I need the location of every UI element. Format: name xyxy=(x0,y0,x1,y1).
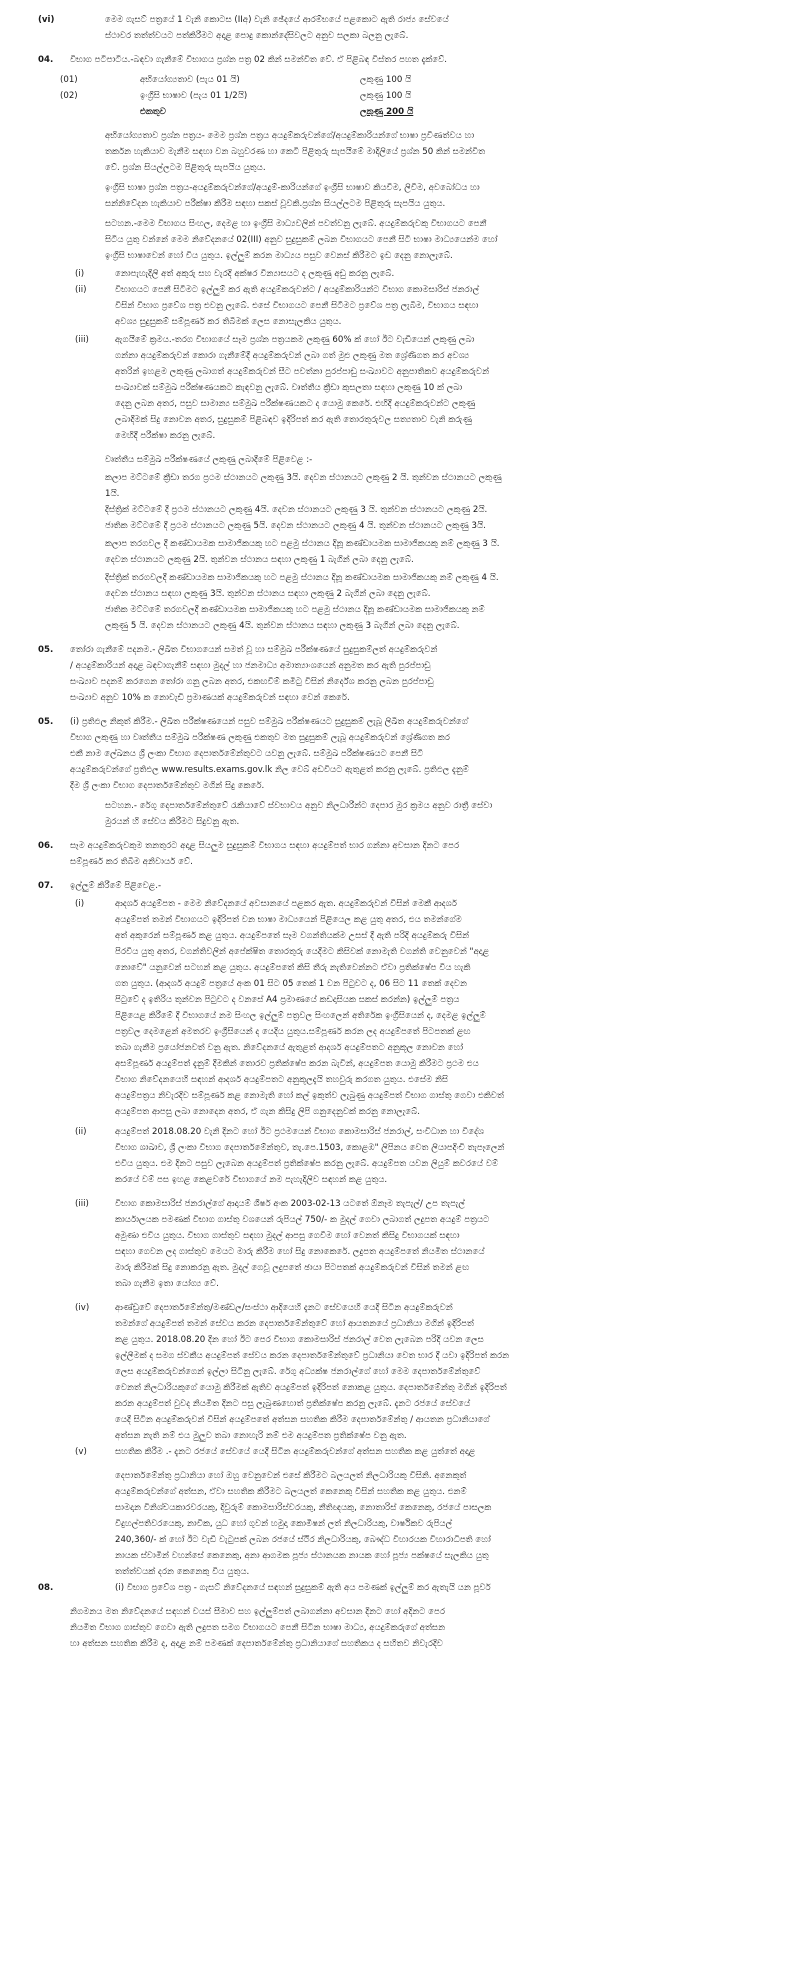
paragraph-text: 1යි. xyxy=(105,489,120,499)
text-line xyxy=(0,52,788,68)
paragraph-text: යෙදී සිටින අයදුම්කරුවන් විසින් අයදුම්පතේ අත්සන සහතික කිරීම දෙපාර්තමේන්තු / ආයතන ප්‍රධානියාගේ xyxy=(115,1415,490,1425)
text-line xyxy=(0,586,788,602)
paragraph-text: තත්ත්වයක් දරන කෙනෙකු විය යුතුය. xyxy=(115,1567,250,1577)
paragraph-text: මුරයන් හි සේවය කිරීමට සිදුවනු ඇත. xyxy=(105,817,240,827)
paragraph-text: දීම ශ්‍රී ලංකා විභාග දෙපාර්තමේන්තුව මගින් සිදු කෙරේ. xyxy=(70,781,265,791)
paragraph-text: අයදුම්පත ආපසු ලබා නොදෙන අතර, ඒ ගැන කිසිදු ලිපි ගනුදෙනුවක් කරනු නොලැබේ. xyxy=(115,1107,420,1117)
text-line xyxy=(0,1276,788,1292)
text-line xyxy=(0,854,788,870)
paragraph-text: ලෙස අයදුම්කරුවන්ගෙන් ඉල්ලා සිටිනු ලැබේ. රේගු අධ්‍යක්ෂ ජනරාල්ගේ හෝ මෙම දෙපාර්තමේන්තුවේ xyxy=(115,1367,481,1377)
paragraph-text: ගන්නා අයදුම්කරුවන් කොරා ගැනීමේදී අයදුම්කරුවන් ලබා ගත් මුළු ලකුණු මත ශ්‍රේණිගත කර අවශ්‍ය xyxy=(115,351,470,361)
text-line xyxy=(0,730,788,746)
text-line xyxy=(0,1300,788,1316)
paragraph-text: සන්නිවේදන හැකියාව පරීක්ෂා කිරීම සඳහා සකස් වූවකි.ප්‍රශ්න සියල්ලටම පිළිතුරු සැපයිය යුතුය. xyxy=(105,199,446,209)
paragraph-text: ඇගයීමේ ක්‍රමය.-තරග විභාගයේ සෑම ප්‍රශ්න පත්‍රයකම ලකුණු 60% ක් හෝ ඊට වැඩියෙන් ලකුණු ලබා xyxy=(115,335,475,345)
paragraph-text: අයදුම්පත් 2018.08.20 වැනි දිනට හෝ ඊට ප්‍රථමයෙන් විභාග කොමසාරිස් ජනරාල්, සංවිධාන හා විදේශ xyxy=(115,1127,485,1137)
text-line xyxy=(0,1444,788,1460)
text-line xyxy=(0,1228,788,1244)
text-line xyxy=(0,1244,788,1260)
sub-item-number: (01) xyxy=(60,75,78,85)
paragraph-text: අයදුම්පත් තමන් විභාගයට ඉදිරිපත් වන භාෂා මාධ්‍යයෙන් පිළියෙල කළ යුතු අතර, එය තමන්ගේම xyxy=(115,915,462,925)
text-line xyxy=(0,798,788,814)
text-line xyxy=(0,160,788,176)
text-line xyxy=(0,1468,788,1484)
paragraph-text: අත් අකුරෙන් සම්පූර්ණ කළ යුතුය. අයදුම්පතේ සෑම වගන්තියක්ම උසස් දී ඇති පරිදි අයදුම්කරු විසින් xyxy=(115,931,470,941)
paragraph-text: ජාතික මට්ටමේ දී ප්‍රථම ස්ථානයට ලකුණු 5යි. දෙවන ස්ථානයට ලකුණු 4 යි. තුන්වන ස්ථානයට ලකුණු 3යි. xyxy=(105,521,486,531)
text-line xyxy=(0,1380,788,1396)
text-line xyxy=(0,912,788,928)
text-line xyxy=(0,518,788,534)
text-line xyxy=(0,1316,788,1332)
paragraph-text: විභාග පටිපාටිය.-බඳවා ගැනීමේ විභාගය ප්‍රශ්න පත්‍ර 02 කින් සමන්විත වේ. ඒ පිළිබඳ විස්තර පහත දැක්වේ. xyxy=(70,55,448,65)
paragraph-text: ආදර්ශ අයදුම්පත - මෙම නිවේදනයේ අවසානයේ පළකර ඇත. අයදුම්කරුවන් විසින් මෙකී ආදර්ශ xyxy=(115,899,457,909)
paragraph-text: ඉල්ලීමක් ද සමග ස්වකීය අයදුම්පත් සේවය කරන දෙපාර්තමේන්තුවේ ප්‍රධානියා වෙත භාර දී යවා ඉදිරිපත් කරන xyxy=(115,1351,510,1361)
text-line xyxy=(0,1532,788,1548)
text-line xyxy=(0,232,788,248)
paragraph-text: මාරු කිරීමක් සිදු නොකරනු ඇත. මුදල් ගෙවූ ලදුපතේ ඡායා පිටපතක් අයදුම්කරුවන් විසින් තමන් ළඟ xyxy=(115,1263,470,1273)
paragraph-text: සාමදාන විනිශ්චයකාරවරයකු, දිවුරුම් කොමසාරිස්වරයකු, නීතිඥයකු, නොතාරිස් කෙනෙකු, රජයේ පාසලක xyxy=(115,1503,492,1513)
paragraph-text: සංඛ්‍යාව පදනම් කරගෙන තෝරා ගනු ලබන අතර, එකඟවීම් කමිටු විසින් නිර්දේශ කරනු ලබන පුරප්පාඩු xyxy=(70,677,434,687)
text-line xyxy=(0,428,788,444)
sub-item-number: (ii) xyxy=(75,285,87,295)
paragraph-text: අසම්පූර්ණ අයදුම්පත් දැනුම් දීමකින් තොරව ප්‍රතික්ෂේප කරන බැවින්, අයදුම්පත යොමු කිරීමට ප්‍රථම එය xyxy=(115,1059,479,1069)
text-line xyxy=(0,642,788,658)
paragraph-text: තෝරා ගැනීමේ පදනම.- ලිඛිත විභාගයෙන් සමත් වූ හා සම්මුඛ පරීක්ෂණයේ සුදුසුකම්ලත් අයදුම්කරුවන් xyxy=(70,645,438,655)
paragraph-text: (i) විභාග ප්‍රවේශ පත්‍ර - ගැසට් නිවේදනයේ සඳහන් සුදුසුකම් ඇති අය පමණක් ඉල්ලුම් කර ඇතැයි යන පූර්ව xyxy=(115,1583,491,1593)
text-line xyxy=(0,762,788,778)
text-line xyxy=(0,144,788,160)
paragraph-text: විභාගයට පෙනී සිටීමට ඉල්ලුම් කර ඇති අයදුම්කරුවන්ට / අයදුම්කාරියන්ට විභාග කොමසාරිස් ජනරාල් xyxy=(115,285,480,295)
text-line xyxy=(0,216,788,232)
paragraph-text: (i) ප්‍රතිඵල නිකුත් කිරීම.- ලිඛිත පරීක්ෂණයෙන් පසුව සම්මුඛ පරීක්ෂණයට සුදුසුකම් ලැබූ ලිඛිත අයදුම්කරුවන්ගේ xyxy=(70,717,468,727)
text-line xyxy=(0,1332,788,1348)
paragraph-text: නායක ස්වාමින් වහන්සේ කෙනෙකු, අනා ආගමක පූජ්‍ය ස්ථානයක නායක හෝ පූජ්‍ය පක්ෂයේ සැලකිය යුතු xyxy=(115,1551,489,1561)
paragraph-text: සංඛ්‍යාව අනුව 10% ක නොවැඩි ප්‍රමාණයක් අයදුම්කරුවන් සඳහා වෙන් කෙරේ. xyxy=(70,693,350,703)
text-line xyxy=(0,976,788,992)
paragraph-text: පත්‍රවල දෙමළෙන් අමතරව ඉංග්‍රීසියෙන් ද යෙදිය යුතුය.සම්පූර්ණ කරන ලද අයදුම්පතේ පිටපතක් ළඟ xyxy=(115,1027,471,1037)
paragraph-text: හා අත්සන සහතික කිරීම ද, අදාළ නම් පමණක් දෙපාර්තමේන්තු ප්‍රධානියාගේ සහතිකය ද සහිතව නිවැරදිව xyxy=(70,1639,443,1649)
text-line xyxy=(0,348,788,364)
text-line xyxy=(0,928,788,944)
text-line xyxy=(0,1348,788,1364)
text-line xyxy=(0,364,788,380)
paragraph-text: දෙනු ලබන අතර, පසුව සාමාන්‍ය සම්මුඛ පරීක්ෂණයකට ද යොමු කෙරේ. එහිදී අයදුම්කරුවන්ට ලකුණු xyxy=(115,399,476,409)
paragraph-text: පිළියෙළ කිරීමේ දී විභාගයේ නම සිංහල ඉල්ලුම් පත්‍රවල සිංහලෙන් අතිරේක ඉංග්‍රීසියෙන් ද, දෙමළ ඉල්ලුම් xyxy=(115,1011,486,1021)
paragraph-text: කළ යුතුය. 2018.08.20 දින හෝ ඊට පෙර විභාග කොමසාරිස් ජනරාල් වෙත ලැබෙන පරිදි යවන ලෙස xyxy=(115,1335,484,1345)
paragraph-text: නිගමනය මත නිවේදනයේ සඳහන් වයස් සීමාව සහ ඉල්ලුම්පත් ලබාගන්නා අවසාන දිනට හෝ අදිනට පෙර xyxy=(70,1607,446,1617)
paragraph-text: නියමිත විභාග ගාස්තුව ගෙවා ඇති ලදුපත සමග විභාගයට පෙනී සිටින භාෂා මාධ්‍ය, අයදුම්කරුගේ අත්සන xyxy=(70,1623,446,1633)
text-line xyxy=(0,282,788,298)
section-number: 06. xyxy=(38,841,54,851)
exam-paper-name: අභියෝග්‍යතාව (පැය 01 යි) xyxy=(140,75,240,85)
text-line xyxy=(0,1196,788,1212)
text-line xyxy=(0,878,788,894)
text-line xyxy=(0,12,788,28)
paragraph-text: තබා ගැනීම ඉතා යෝග්‍ය වේ. xyxy=(115,1279,219,1289)
text-line xyxy=(0,1516,788,1532)
paragraph-text: අවශ්‍ය සුදුසුකම් සම්පූර්ණ කර තිබීමක් ලෙස නොසැලකිය යුතුය. xyxy=(115,317,342,327)
paragraph-text: සිටිය යුතු වන්නේ මෙම නිවේදනයේ 02(III) අනුව සුදුසුකම් ලබන විභාගයට පෙනී සිටි භාෂා මාධ්‍යයෙන්ම හෝ xyxy=(105,235,498,245)
text-line xyxy=(0,1140,788,1156)
text-line xyxy=(0,690,788,706)
marks-value: ලකුණු 100 යි xyxy=(360,75,412,85)
text-line xyxy=(0,602,788,618)
text-line xyxy=(0,570,788,586)
text-line xyxy=(0,1056,788,1072)
paragraph-text: පිරවිය යුතු අතර, වගන්තිවලින් අපේක්ෂිත තොරතුරු යෙදීමට කිසිවක් නොමැති වගන්ති වෙනුවෙන් "අදාළ xyxy=(115,947,490,957)
sub-item-number: (v) xyxy=(75,1447,87,1457)
text-line xyxy=(0,1604,788,1620)
section-number: 05. xyxy=(38,645,54,655)
paragraph-text: සටහන.- රේගු දෙපාර්තමේන්තුවේ රැකියාවේ ස්වභාවය අනුව නිලධාරීන්ට දෙපාර මුර ක්‍රමය අනුව රාත්‍රී සේවා xyxy=(105,801,493,811)
text-line xyxy=(0,1548,788,1564)
paragraph-text: සඳහා ගෙවන ලද ගාස්තුව මෙයට මාරු කිරීම හෝ සිදු නොකෙරේ. ලදුපත අයදුම්පතේ නියමිත ස්ථානයේ xyxy=(115,1247,485,1257)
text-line xyxy=(0,1124,788,1140)
text-line xyxy=(0,88,788,104)
text-line xyxy=(0,1024,788,1040)
sub-item-number: (02) xyxy=(60,91,78,101)
paragraph-text: වෙනත් නිලධාරියකුගේ යොමු කිරීමක් ඇතිව අයදුම්පත් ඉදිරිපත් නොකළ යුතුය. දෙපාර්තමේන්තු මගින් ඉදිරිපත් xyxy=(115,1383,507,1393)
text-line xyxy=(0,838,788,854)
text-line xyxy=(0,1008,788,1024)
paragraph-text: ගත යුතුය. (ආදර්ශ අයදුම් පත්‍රයේ අංක 01 සිට 05 තෙක් 1 වන පිටුවට ද, 06 සිට 11 තෙක් දෙවන xyxy=(115,979,467,989)
text-line xyxy=(0,1620,788,1636)
sub-item-number: (ii) xyxy=(75,1127,87,1137)
item-tag: (vi) xyxy=(38,15,55,25)
text-line xyxy=(0,196,788,212)
paragraph-text: අභියෝග්‍යතාව ප්‍රශ්න පත්‍රය- මෙම ප්‍රශ්න පත්‍රය අයදුම්කරුවන්ගේ/අයදුම්කාරියන්ගේ භාෂා ප්‍රවීණත්වය හා xyxy=(105,131,475,141)
text-line xyxy=(0,1040,788,1056)
text-line xyxy=(0,72,788,88)
section-number: 04. xyxy=(38,55,54,65)
text-line xyxy=(0,332,788,348)
text-line xyxy=(0,1580,788,1596)
marks-value: ලකුණු 100 යි xyxy=(360,91,412,101)
text-line xyxy=(0,298,788,314)
paragraph-text: කාර්යාලයක පමණක් විභාග ගාස්තු වශයෙන් රුපියල් 750/- ක මුදල් ගෙවා ලබාගත් ලදුපත අයදුම් පත්‍රයට xyxy=(115,1215,490,1225)
paragraph-text: දිස්ත්‍රික් තරගවලදී කණ්ඩායමක සාමාජිකයකු හට පළමු ස්ථානය දිනූ කණ්ඩායමක සාමාජිකයකු නම් ලකුණු 4 යි. xyxy=(105,573,499,583)
paragraph-text: කලාප මට්ටමේ ක්‍රීඩා තරග ප්‍රථම ස්ථානයට ලකුණු 3යි. දෙවන ස්ථානයට ලකුණු 2 යි. තුන්වන ස්ථානයට ලකුණු xyxy=(105,473,502,483)
paragraph-text: අමුණා එවිය යුතුය. විභාග ගාස්තුව සඳහා මුදල් ආපසු ගෙවීම හෝ වෙනත් කිසිදු විභාගයක් සඳහා xyxy=(115,1231,460,1241)
text-line xyxy=(0,1364,788,1380)
sub-item-number: (i) xyxy=(75,269,85,279)
text-line xyxy=(0,536,788,552)
section-number: 07. xyxy=(38,881,54,891)
text-line xyxy=(0,1636,788,1652)
paragraph-text: කරන අයදුම්පත් වුවද නියමිත දිනට පසු ලැබුණහොත් ප්‍රතික්ෂේප කරනු ලැබේ. දැනට රජයේ සේවයේ xyxy=(115,1399,471,1409)
sub-item-number: (i) xyxy=(75,899,85,909)
text-line xyxy=(0,746,788,762)
paragraph-text: ලබාදීමක් සිදු නොවන අතර, සුදුසුකම් පිළිබඳව ඉදිරිපත් කර ඇති තොරතුරුවල සත්‍යතාව වැනි කරුණු xyxy=(115,415,473,425)
text-line xyxy=(0,896,788,912)
text-line xyxy=(0,128,788,144)
text-line xyxy=(0,412,788,428)
paragraph-text: නොපැහැදිලි අත් අකුරු සහ වැරදි අක්ෂර වින්‍යාසයට ද ලකුණු අඩු කරනු ලැබේ. xyxy=(115,269,395,279)
paragraph-text: දෙවන ස්ථානයට ලකුණු 2යි. තුන්වන ස්ථානය සඳහා ලකුණු 1 බැගින් ලබා දෙනු ලැබේ. xyxy=(105,555,414,565)
paragraph-text: සම්පූර්ණ කර තිබීම අනිවාර්ය වේ. xyxy=(70,857,193,867)
text-line xyxy=(0,486,788,502)
sub-item-number: (iv) xyxy=(75,1303,90,1313)
text-line xyxy=(0,1428,788,1444)
marks-value: ලකුණු 200 යි xyxy=(360,107,414,117)
paragraph-text: දෙවන ස්ථානය සඳහා ලකුණු 3යි. තුන්වන ස්ථානය සඳහා ලකුණු 2 බැගින් ලබා දෙනු ලැබේ. xyxy=(105,589,431,599)
text-line xyxy=(0,380,788,396)
text-line xyxy=(0,674,788,690)
paragraph-text: විභාග ශාඛාව, ශ්‍රී ලංකා විභාග දෙපාර්තමේන්තුව, තැ.පෙ.1503, කොළඹ" ලිපිනය වෙත ලියාපදිංචි තැපෑලෙන් xyxy=(115,1143,505,1153)
text-line xyxy=(0,1104,788,1120)
paragraph-text: සංඛ්‍යාවක් සම්මුඛ පරීක්ෂණයකට කැඳවනු ලැබේ. වෘත්තීය ක්‍රීඩා කුසලතා සඳහා ලකුණු 10 ක් ලබා xyxy=(115,383,463,393)
text-line xyxy=(0,28,788,44)
paragraph-text: මෙහිදී පරීක්ෂා කරනු ලැබේ. xyxy=(115,431,216,441)
text-line xyxy=(0,1500,788,1516)
text-line xyxy=(0,1212,788,1228)
paragraph-text: වෘත්තීය සම්මුඛ පරීක්ෂණයේ ලකුණු ලබාදීමේ පිළිවෙළ :- xyxy=(105,455,313,465)
text-line xyxy=(0,1156,788,1172)
paragraph-text: විදුහල්පතිවරයෙකු, නාවික, යුධ හෝ ගුවන් හමුදා කොමිෂන් ලත් නිලධාරියකු, වාර්ෂිකව රුපියල් xyxy=(115,1519,453,1529)
paragraph-text: විභාග නිවේදනයෙහි සඳහන් ආදර්ශ අයදුම්පතට අනුකූලදැයි තහවුරු කරගත යුතුය. එසේම නිසි xyxy=(115,1075,449,1085)
text-line xyxy=(0,180,788,196)
paragraph-text: කරයේ වම් පස ඉහළ කෙළවරේ විභාගයේ නම පැහැදිලිව සඳහන් කළ යුතුය. xyxy=(115,1175,388,1185)
paragraph-text: තර්කන හැකියාව මැනීම සඳහා වන බහුවරණ හා කෙටි පිළිතුරු සැපයීමේ මාදිලියේ ප්‍රශ්න 50 කින් සමන්විත xyxy=(105,147,486,157)
text-line xyxy=(0,552,788,568)
paragraph-text: මෙම ගැසට් පත්‍රයේ 1 වැනි කොටස (IIඅ) වැනි ඡේදයේ ආරම්භයේ පළකොට ඇති රාජ්‍ය සේවයේ xyxy=(105,15,449,25)
paragraph-text: විසින් විභාග ප්‍රවේශ පත්‍ර එවනු ලැබේ. එසේ විභාගයට පෙනී සිටීමට ප්‍රවේශ පත්‍ර ලැබීම, විභාගය සඳහා xyxy=(115,301,479,311)
paragraph-text: වේ. ප්‍රශ්න සියල්ලටම පිළිතුරු සැපයිය යුතුය. xyxy=(105,163,266,173)
sub-item-number: (iii) xyxy=(75,335,89,345)
paragraph-text: අතරින් ඉහළම ලකුණු ලබාගත් අයදුම්කරුවන් සීට පවත්නා පුරප්පාඩු සංඛ්‍යාවට අනුපාතිකව අයදුම්කරුවන් xyxy=(115,367,490,377)
text-line xyxy=(0,1564,788,1580)
section-number: 08. xyxy=(38,1583,54,1593)
paragraph-text: විභාග ලකුණු හා වෘත්තීය සම්මුඛ පරීක්ෂණ ලකුණු එකතුව මත සුදුසුකම් ලැබූ අයදුම්කරුවන් ශ්‍රේණිගත කර xyxy=(70,733,450,743)
paragraph-text: පිටුවේ ද ඉතිරිය තුන්වන පිටුවට ද වනසේ A4 ප්‍රමාණයේ කඩදාසියක සකස් කරන්න) ඉල්ලුම් පත්‍රය xyxy=(115,995,460,1005)
paragraph-text: සෑම අයදුම්කරුවකුම තනතුරට අදාළ සියලුම සුදුසුකම් විභාගය සඳහා අයදුම්පත් භාර ගන්නා අවසාන දිනට පෙර xyxy=(70,841,460,851)
text-line xyxy=(0,452,788,468)
paragraph-text: ස්ථාවර තත්ත්වයට පත්කිරීමට අදාළ පොදු කොන්දේසිවලට අනුව සලකා බලනු ලැබේ. xyxy=(105,31,409,41)
paragraph-text: අයදුම්කරුවන්ගේ අත්සන, ඒවා සහතික කිරීමට බලයලත් කෙනෙකු විසින් සහතික කළ යුතුය. එනම් xyxy=(115,1487,467,1497)
text-line xyxy=(0,1484,788,1500)
section-number: 05. xyxy=(38,717,54,727)
paragraph-text: තමන්ගේ අයදුම්පත් තමන් සේවය කරන දෙපාර්තමේන්තුවේ හෝ ආයතනයේ ප්‍රධානියා මගින් ඉදිරිපත් xyxy=(115,1319,474,1329)
paragraph-text: ආණ්ඩුවේ දෙපාර්තමේන්තු/මණ්ඩල/සංස්ථා ආදියෙහි දැනට සේවයෙහි යෙදී සිටින අයදුම්කරුවන් xyxy=(115,1303,453,1313)
text-line xyxy=(0,314,788,330)
text-line xyxy=(0,618,788,634)
text-line xyxy=(0,502,788,518)
text-line xyxy=(0,104,788,120)
paragraph-text: සටහන.-මෙම විභාගය සිංහල, දෙමළ හා ඉංග්‍රීසි මාධ්‍යවලින් පවත්වනු ලැබේ. අයදුම්කරුවකු විභාගයට පෙනී xyxy=(105,219,487,229)
text-line xyxy=(0,1412,788,1428)
text-line xyxy=(0,814,788,830)
exam-paper-name: ඉංග්‍රීසි භාෂාව (පැය 01 1/2යි) xyxy=(140,91,248,101)
paragraph-text: ඉල්ලුම් කිරීමේ පිළිවෙළ.- xyxy=(70,881,162,891)
paragraph-text: ඉංග්‍රීසි භාෂාවෙන් හෝ විය යුතුය. ඉල්ලුම් කරන මාධ්‍යය පසුව වෙනස් කිරීමට ඉඩ දෙනු නොලැබේ. xyxy=(105,251,453,261)
paragraph-text: 240,360/- ක් හෝ ඊට වැඩි වැටුපක් ලබන රජයේ ස්ථිර නිලධාරියකු, බෞද්ධ විහාරයක විහාරාධිපති හෝ xyxy=(115,1535,491,1545)
text-line xyxy=(0,248,788,264)
text-line xyxy=(0,778,788,794)
text-line xyxy=(0,714,788,730)
paragraph-text: විභාග කොමසාරිස් ජනරාල්ගේ ආදායම් ශීර්ෂ අංක 2003-02-13 යටතේ ඕනෑම තැපැල්/ උප තැපැල් xyxy=(115,1199,465,1209)
paragraph-text: තබා ගැනීම ප්‍රයෝජනවත් වනු ඇත. නිවේදනයේ ඇතුළත් ආදර්ශ අයදුම්පතට අනුකූල නොවන හෝ xyxy=(115,1043,464,1053)
exam-paper-name: එකතුව xyxy=(140,107,166,117)
paragraph-text: නොවේ" යනුවෙන් සටහන් කළ යුතුය. අයදුම්පතේ කිසි තීරු නැතිවෙන්නට ඒවා ප්‍රතික්ෂේප විය හැකි xyxy=(115,963,471,973)
text-line xyxy=(0,470,788,486)
text-line xyxy=(0,658,788,674)
paragraph-text: එකී නාම ලේඛනය ශ්‍රී ලංකා විභාග දෙපාර්තමේන්තුවට යවනු ලැබේ. සම්මුඛ පරීක්ෂණයට පෙනී සිටි xyxy=(70,749,424,759)
text-line xyxy=(0,960,788,976)
paragraph-text: දිස්ත්‍රික් මට්ටමේ දී ප්‍රථම ස්ථානයට ලකුණු 4යි. දෙවන ස්ථානයට ලකුණු 3 යි. තුන්වන ස්ථානයට ලකුණු 2යි. xyxy=(105,505,488,515)
paragraph-text: අයදුම්කරුවන්ගේ ප්‍රතිඵල www.results.exams.gov.lk නිල වෙබ් අඩවියට ඇතුළත් කරනු ලැබේ. ප්‍රතිඵල දැනුම් xyxy=(70,765,469,775)
text-line xyxy=(0,1260,788,1276)
text-line xyxy=(0,944,788,960)
paragraph-text: දෙපාර්තමේන්තු ප්‍රධානියා හෝ ඔහු වෙනුවෙන් එසේ කිරීමට බලයලත් නිලධාරියකු විසිනි. අනෙකුත් xyxy=(115,1471,467,1481)
text-line xyxy=(0,1072,788,1088)
text-line xyxy=(0,1396,788,1412)
paragraph-text: අයදුම්පත්‍රය නිවැරදිව සම්පූර්ණ කළ නොමැති හෝ කල් ඉකුත්ව ලැබුණු අයදුම්පත් විභාග ගාස්තු ගෙවා එකිවත් xyxy=(115,1091,504,1101)
paragraph-text: / අයදුම්කාරියන් අදාළ බඳවාගැනීම් සඳහා මුදල් හා ජනමාධ්‍ය අමාත්‍යාංශයෙන් අනුමත කර ඇති පුරප්පාඩු xyxy=(70,661,431,671)
text-line xyxy=(0,1088,788,1104)
text-line xyxy=(0,1172,788,1188)
paragraph-text: ලකුණු 5 යි. දෙවන ස්ථානයට ලකුණු 4යි. තුන්වන ස්ථානය සඳහා ලකුණු 3 බැගින් ලබා දෙනු ලැබේ. xyxy=(105,621,460,631)
text-line xyxy=(0,396,788,412)
sub-item-number: (iii) xyxy=(75,1199,89,1209)
paragraph-text: අත්සන නැති නම් එය මුලුව තබා නොහැරි නම් එම අයදුම්පත ප්‍රතික්ෂේප වනු ඇත. xyxy=(115,1431,407,1441)
paragraph-text: ජාතික මට්ටමේ තරගවලදී කණ්ඩායමක සාමාජිකයකු හට පළමු ස්ථානය දිනූ කණ්ඩායමක සාමාජිකයකු නම් xyxy=(105,605,485,615)
paragraph-text: කලාප තරගවල දී කණ්ඩායමක සාමාජිකයකු හට පළමු ස්ථානය දිනූ කණ්ඩායමක සාමාජිකයකු නම් ලකුණු 3 යි. xyxy=(105,539,500,549)
text-line xyxy=(0,992,788,1008)
text-line xyxy=(0,266,788,282)
paragraph-text: සහතික කිරීම .- දැනට රජයේ සේවයේ යෙදී සිටින අයදුම්කරුවන්ගේ අත්සන සහතික කළ යුත්තේ අදාළ xyxy=(115,1447,476,1457)
paragraph-text: ඉංග්‍රීසි භාෂා ප්‍රශ්න පත්‍රය-අයදුම්කරුවන්ගේ/අයදුම්-කාරියන්ගේ ඉංග්‍රීසි භාෂාව කියවීම, ලිවීම, අවබෝධය හා xyxy=(105,183,480,193)
paragraph-text: එවිය යුතුය. එම දිනට පසුව ලැබෙන අයදුම්පත් ප්‍රතික්ෂේප කරනු ලැබේ. අයදුම්පත යවන ලියුම් කවරයේ වම් xyxy=(115,1159,499,1169)
